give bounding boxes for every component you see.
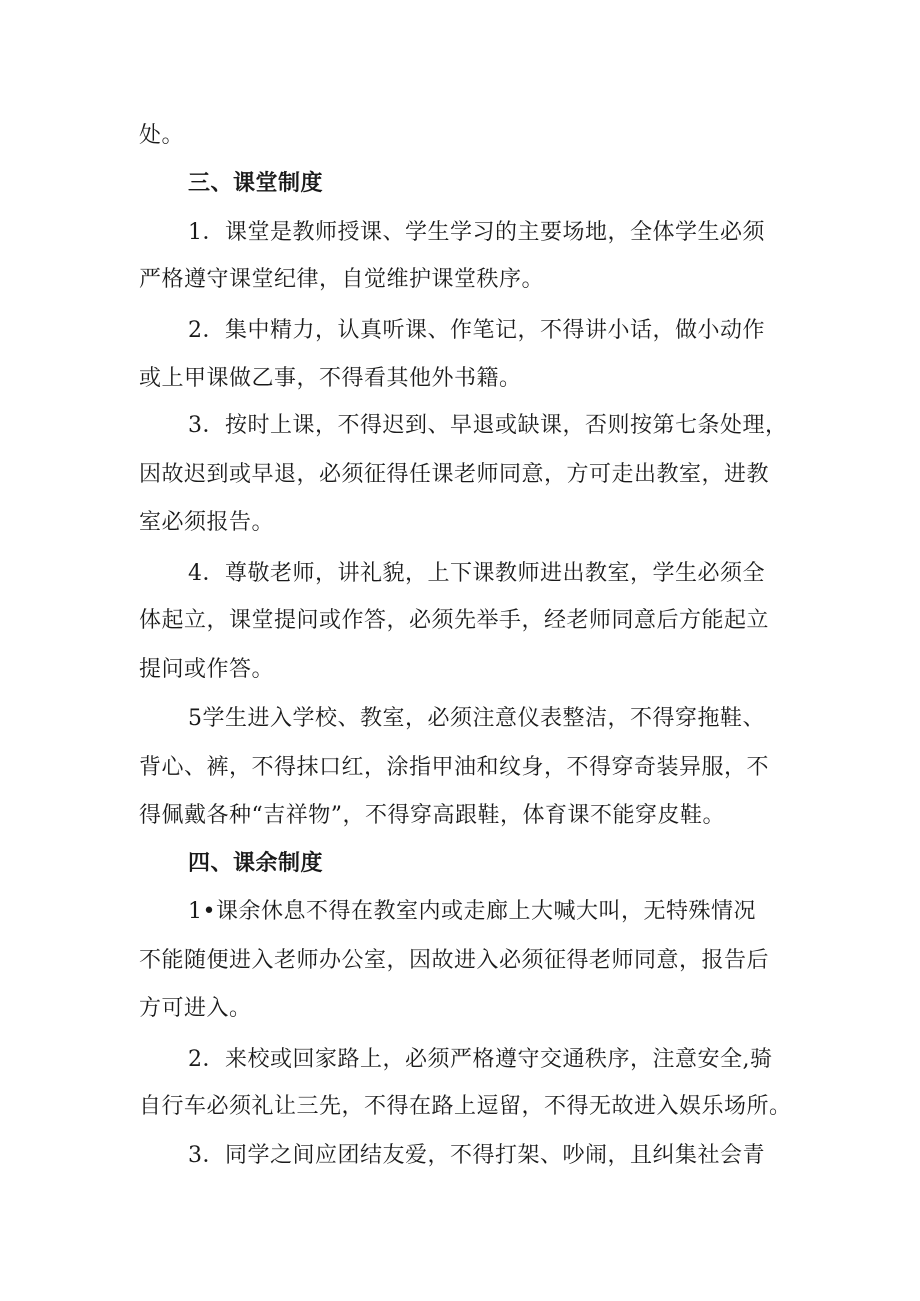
text-line: 因故迟到或早退，必须征得任课老师同意，方可走出教室，进教 xyxy=(139,462,770,487)
text-line: 自行车必须礼让三先，不得在路上逗留，不得无故进入娱乐场所。 xyxy=(139,1094,792,1119)
section-heading-classroom: 三、课堂制度 xyxy=(188,171,324,196)
text-line: 4．尊敬老师，讲礼貌，上下课教师进出教室，学生必须全 xyxy=(188,561,765,586)
text-line: 严格遵守课堂纪律，自觉维护课堂秩序。 xyxy=(139,267,545,292)
text-line: 1．课堂是教师授课、学生学习的主要场地，全体学生必须 xyxy=(188,220,765,245)
text-line: 得佩戴各种“吉祥物”，不得穿高跟鞋，体育课不能穿皮鞋。 xyxy=(139,803,725,828)
text-line: 2．集中精力，认真听课、作笔记，不得讲小话，做小动作 xyxy=(188,318,765,343)
text-line: 室必须报告。 xyxy=(139,510,275,535)
text-line: 3．按时上课，不得迟到、早退或缺课，否则按第七条处理， xyxy=(188,413,788,438)
text-line: 不能随便进入老师办公室，因故进入必须征得老师同意，报告后 xyxy=(139,948,770,973)
text-line: 1•课余休息不得在教室内或走廊上大喊大叫，无特殊情况 xyxy=(188,899,756,924)
text-line: 或上甲课做乙事，不得看其他外书籍。 xyxy=(139,366,522,391)
text-line: 5学生进入学校、教室，必须注意仪表整洁，不得穿拖鞋、 xyxy=(188,706,765,731)
text-line: 提问或作答。 xyxy=(139,657,275,682)
text-line: 2．来校或回家路上，必须严格遵守交通秩序，注意安全,骑 xyxy=(188,1047,773,1072)
text-line: 背心、裤，不得抹口红，涂指甲油和纹身，不得穿奇装异服，不 xyxy=(139,755,770,780)
text-line: 方可进入。 xyxy=(139,996,252,1021)
text-line: 体起立，课堂提问或作答，必须先举手，经老师同意后方能起立 xyxy=(139,608,770,633)
text-line: 处。 xyxy=(139,123,185,148)
text-line: 3．同学之间应团结友爱，不得打架、吵闹，且纠集社会青 xyxy=(188,1143,765,1168)
section-heading-after-class: 四、课余制度 xyxy=(188,851,324,876)
